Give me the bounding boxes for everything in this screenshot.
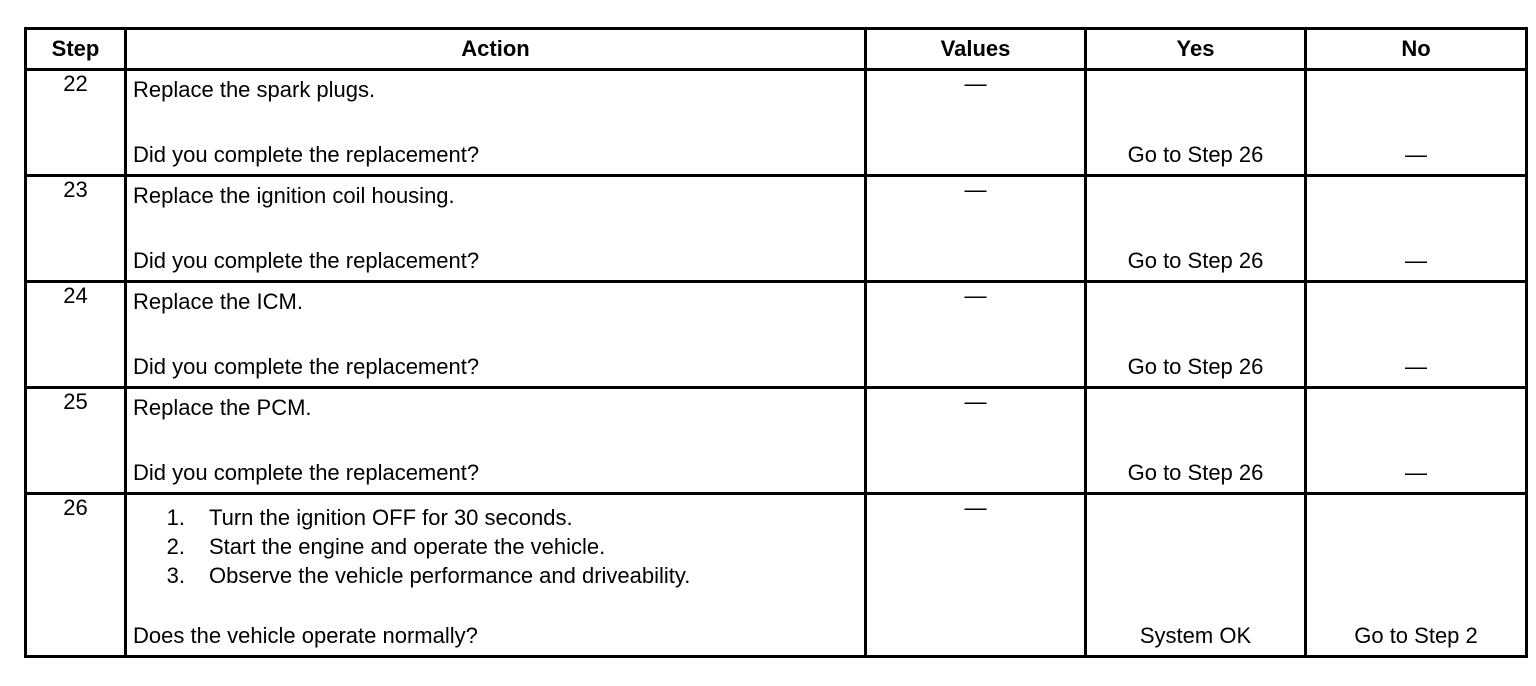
list-item-number: 1. [166,505,185,530]
no-result: — [1405,142,1427,167]
list-item-text: Turn the ignition OFF for 30 seconds. [209,505,573,530]
list-item [133,503,690,532]
table-row [26,176,1527,282]
action-cell [126,282,866,388]
step-number: 26 [26,494,126,657]
header-no: No [1306,29,1527,70]
list-item-text: Start the engine and operate the vehicle. [209,534,606,559]
no-result: — [1405,460,1427,485]
values-cell: — [866,282,1086,388]
header-action: Action [126,29,866,70]
list-item [133,532,690,561]
list-item-number: 2. [166,534,185,559]
step-number: 23 [26,176,126,282]
action-question: Did you complete the replacement? [133,354,480,379]
no-cell [1306,494,1527,657]
header-step: Step [26,29,126,70]
action-cell [126,494,866,657]
table-row [26,388,1527,494]
yes-result: Go to Step 26 [1127,460,1264,485]
no-cell [1306,282,1527,388]
table-row [26,282,1527,388]
no-result: — [1405,354,1427,379]
yes-cell [1086,176,1306,282]
yes-result: Go to Step 26 [1127,248,1264,273]
yes-cell [1086,494,1306,657]
action-question: Does the vehicle operate normally? [133,623,478,648]
table-row [26,70,1527,176]
step-number: 24 [26,282,126,388]
diagnostic-table [24,27,1528,658]
values-cell: — [866,176,1086,282]
action-text: Replace the PCM. [133,395,312,420]
list-item [133,561,690,590]
action-text: Replace the ICM. [133,289,303,314]
yes-result: System OK [1139,623,1252,648]
action-text: Replace the ignition coil housing. [133,183,455,208]
action-question: Did you complete the replacement? [133,248,480,273]
list-item-number: 3. [166,563,185,588]
action-step-list [133,503,690,590]
no-cell [1306,176,1527,282]
action-question: Did you complete the replacement? [133,142,480,167]
yes-result: Go to Step 26 [1127,354,1264,379]
no-result: — [1405,248,1427,273]
yes-result: Go to Step 26 [1127,142,1264,167]
no-cell [1306,388,1527,494]
yes-cell [1086,388,1306,494]
header-row [26,29,1527,70]
action-cell [126,176,866,282]
action-question: Did you complete the replacement? [133,460,480,485]
yes-cell [1086,70,1306,176]
table-row [26,494,1527,657]
header-yes: Yes [1086,29,1306,70]
values-cell: — [866,70,1086,176]
action-cell [126,70,866,176]
action-text: Replace the spark plugs. [133,77,376,102]
values-cell: — [866,388,1086,494]
values-cell: — [866,494,1086,657]
no-result: Go to Step 2 [1354,623,1478,648]
yes-cell [1086,282,1306,388]
header-values: Values [866,29,1086,70]
step-number: 22 [26,70,126,176]
action-cell [126,388,866,494]
step-number: 25 [26,388,126,494]
no-cell [1306,70,1527,176]
list-item-text: Observe the vehicle performance and driveability. [209,563,691,588]
